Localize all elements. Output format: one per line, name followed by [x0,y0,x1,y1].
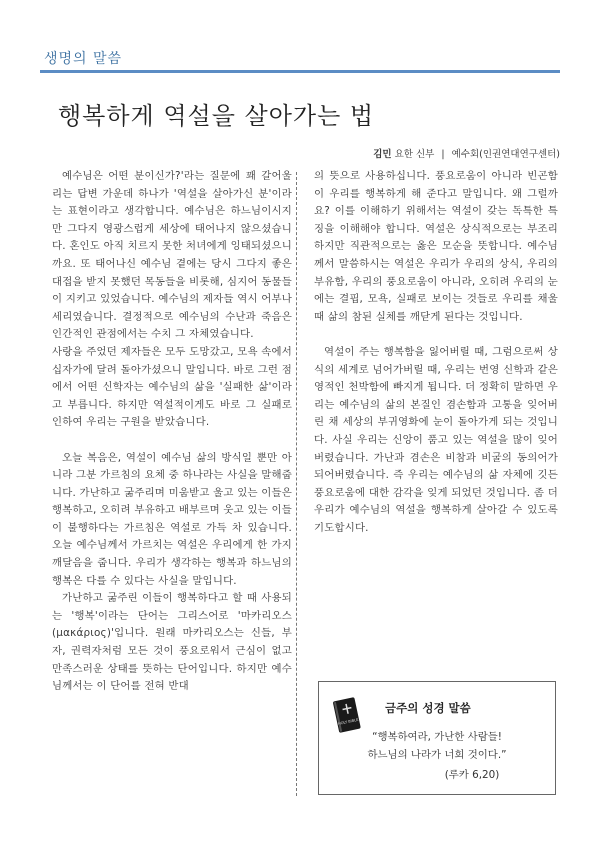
column-divider [296,172,297,796]
byline-separator: | [441,149,445,160]
verse-line-2: 하느님의 나라가 너희 것이다.” [367,749,507,761]
verse-box [318,681,556,795]
paragraph-gap [52,432,292,450]
author-title: 요한 신부 [394,149,435,160]
bible-icon-text: HOLY BIBLE [337,717,359,726]
paragraph: 가난하고 굶주린 이들이 행복하다고 할 때 사용되는 '행복'이라는 단어는 그리스어로 '마카리오스(μακάριος)'입니다. 원래 마카리오스는 신들, 부자, 권력자처럼 모든 것이 풍요로워서 근심이 없고 만족스러운 상태를 뜻하는 단어입니다. 하지만 예수님께서는 이 단어를 전혀 반대 [52,592,292,693]
paragraph: 의 뜻으로 사용하십니다. 풍요로움이 아니라 빈곤함이 우리를 행복하게 해 준다고 말입니다. 왜 그럴까요? 이를 이해하기 위해서는 역설이 갖는 독특한 특징을 이해해야 합니다. 역설은 상식적으로는 부조리하지만 직관적으로는 옳은 모순을 뜻합니다. 예수님께서 말씀하시는 역설은 우리가 우리의 상식, 우리의 부유함, 우리의 풍요로움이 아니라, 오히려 우리의 눈에는 결핍, 모욕, 실패로 보이는 것들로 우리를 채울 때 삶의 참된 실체를 깨닫게 된다는 것입니다. [314,170,558,323]
paragraph: 사랑을 주었던 제자들은 모두 도망갔고, 모욕 속에서 십자가에 달려 돌아가셨으니 말입니다. 바로 그런 점에서 어떤 신학자는 예수님의 삶을 '실패한 삶'이라고 부릅니다. 하지만 역설적이게도 바로 그 실패로 인하여 우리는 구원을 받았습니다. [52,345,292,429]
verse-line-1: “행복하여라, 가난한 사람들! [372,731,502,743]
right-column [314,168,558,537]
header-rule [40,70,560,73]
paragraph: 예수님은 어떤 분이신가?'라는 질문에 꽤 갈어울리는 답변 가운데 하나가 '역설을 살아가신 분'이라는 표현이라고 생각합니다. 예수님은 하느님이시지만 그다지 영광스럽게 세상에 태어나지 않으셨습니다. 혼인도 아직 치르지 못한 처녀에게 잉태되셨으니까요. 또 태어나신 예수님 곁에는 당시 그다지 좋은 대접을 받지 못했던 목동들을 비롯해, 심지어 동물들이 지키고 있었습니다. 예수님의 제자들 역시 어부나 세리였습니다. 결정적으로 예수님의 수난과 죽음은 인간적인 관점에서는 수치 그 자체였습니다. [52,170,292,341]
paragraph-gap [314,326,558,344]
page-title: 행복하게 역설을 살아가는 법 [58,102,375,130]
paragraph: 역설이 주는 행복함을 잃어버릴 때, 그럼으로써 상식의 세계로 넘어가버릴 때, 우리는 번영 신학과 같은 영적인 천박함에 빠지게 됩니다. 더 정확히 말하면 우리는 예수님의 삶의 본질인 겸손함과 고통을 잊어버린 채 세상의 부귀영화에 눈이 돌아가게 되는 것입니다. 사실 우리는 신앙이 품고 있는 역설을 많이 잊어버렸습니다. 가난과 겸손은 비참과 비굴의 동의어가 되어버렸습니다. 즉 우리는 예수님의 삶 자체에 깃든 풍요로움에 대한 감각을 잊게 되었던 것입니다. 좀 더 우리가 예수님의 역설을 행복하게 살아갈 수 있도록 기도합시다. [314,345,558,534]
section-label: 생명의 말씀 [44,51,123,67]
author-name: 김민 [373,149,392,160]
verse-reference: (루카 6,20) [444,769,500,781]
verse-title: 금주의 성경 말씀 [385,701,471,715]
author-affiliation: 예수회(인권연대연구센터) [451,149,560,160]
paragraph: 오늘 복음은, 역설이 예수님 삶의 방식일 뿐만 아니라 그분 가르침의 요체 중 하나라는 사실을 말해줍니다. 가난하고 굶주리며 미움받고 울고 있는 이들은 행복하고, 오히려 부유하고 배부르며 웃고 있는 이들이 불행하다는 가르침은 역설로 가득 차 있습니다. 오늘 예수님께서 가르치는 역설은 우리에게 한 가지 깨달음을 줍니다. 우리가 생각하는 행복과 하느님의 행복은 다를 수 있다는 사실을 말입니다. [52,451,292,587]
left-column [52,168,292,696]
byline [373,146,560,160]
